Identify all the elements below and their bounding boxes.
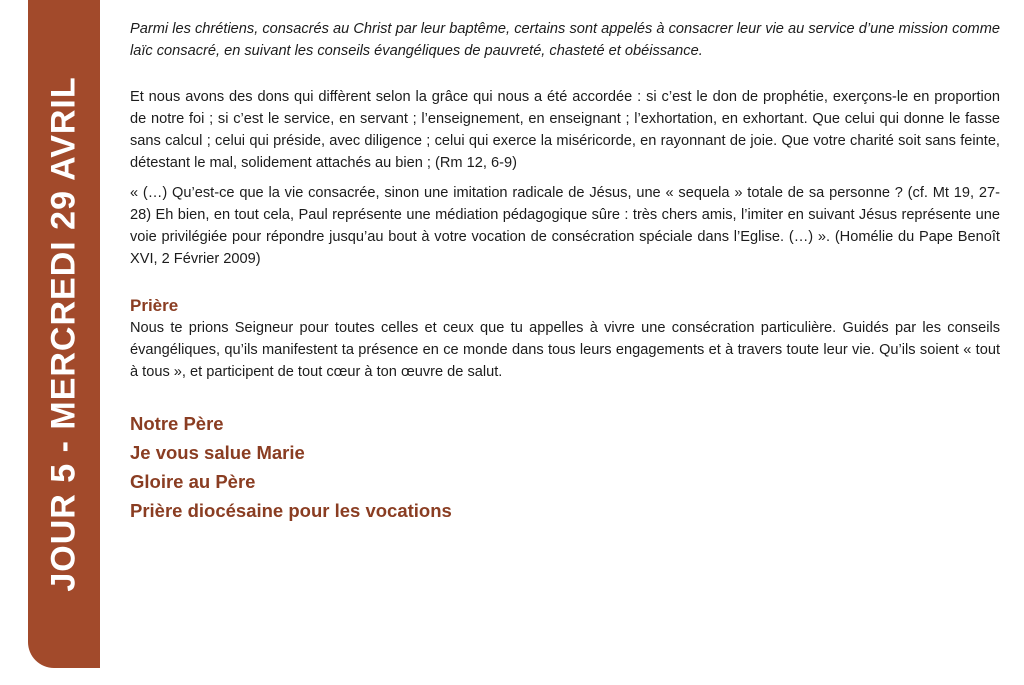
main-content — [130, 18, 1000, 525]
prayer-item-our-father: Notre Père — [130, 413, 224, 434]
closing-prayers-list — [130, 409, 1000, 525]
prayer-heading: Prière — [130, 296, 179, 315]
prayer-item-vocations: Prière diocésaine pour les vocations — [130, 500, 452, 521]
day-title: JOUR 5 - MERCREDI 29 AVRIL — [44, 76, 83, 592]
prayer-item-hail-mary: Je vous salue Marie — [130, 442, 305, 463]
prayer-paragraph: Nous te prions Seigneur pour toutes celles et ceux que tu appelles à vivre une consécration particulière. Guidés par les conseils évangéliques, qu’ils manifestent ta présence en ce monde dans tous leurs engagements et à travers toute leur vie. Qu’ils soient « tout à tous », et participent de tout cœur à ton œuvre de salut. — [130, 320, 1000, 380]
homily-paragraph: « (…) Qu’est-ce que la vie consacrée, sinon une imitation radicale de Jésus, une « sequela » totale de sa personne ? (cf. Mt 19, 27-28) Eh bien, en tout cela, Paul représente une médiation pédagogique sûre : très chers amis, l’imiter en suivant Jésus représente une voie privilégiée pour répondre jusqu’au bout à votre vocation de consécration spéciale dans l’Eglise. (…) ». (Homélie du Pape Benoît XVI, 2 Février 2009) — [130, 185, 1000, 267]
scripture-paragraph: Et nous avons des dons qui diffèrent selon la grâce qui nous a été accordée : si c’est le don de prophétie, exerçons-le en proportion de notre foi ; si c’est le service, en servant ; l’enseignement, en enseignant ; l’exhortation, en exhortant. Que celui qui donne le fasse sans calcul ; celui qui préside, avec diligence ; celui qui exerce la miséricorde, en rayonnant de joie. Que votre charité soit sans feinte, détestant le mal, solidement attachés au bien ; (Rm 12, 6-9) — [130, 89, 1000, 171]
intro-paragraph: Parmi les chrétiens, consacrés au Christ par leur baptême, certains sont appelés à consacrer leur vie au service d’une mission comme laïc consacré, en suivant les conseils évangéliques de pauvreté, chasteté et obéissance. — [130, 21, 1000, 59]
prayer-item-glory-be: Gloire au Père — [130, 471, 256, 492]
side-band — [28, 0, 100, 668]
